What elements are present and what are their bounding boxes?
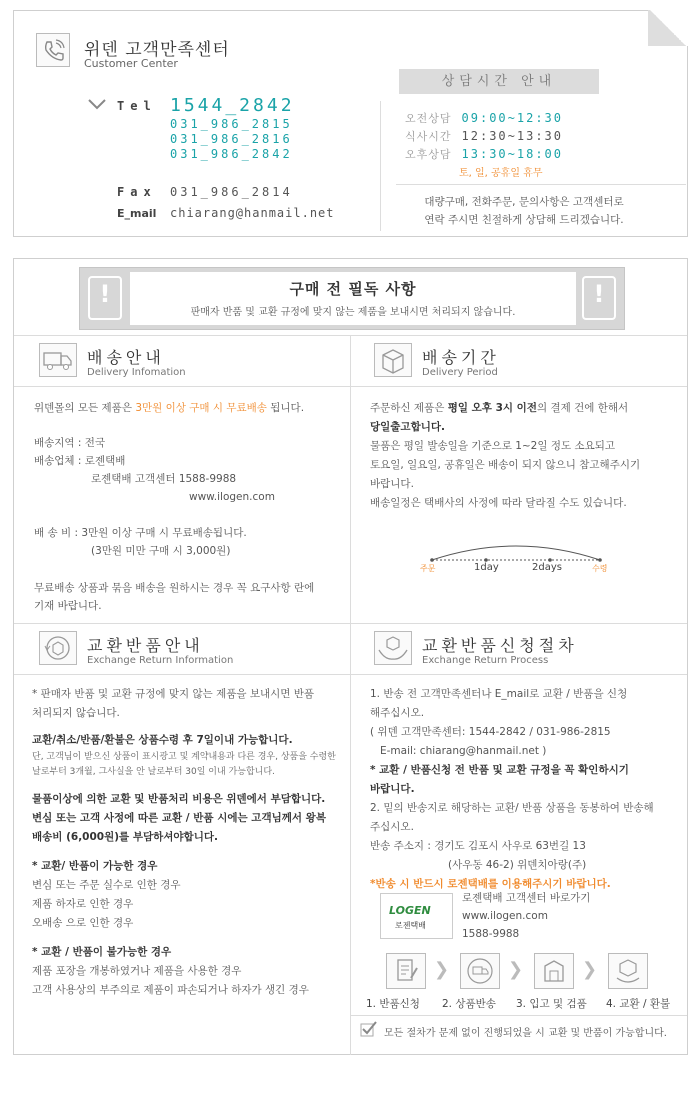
document-icon (386, 953, 426, 989)
tel-sub-number[interactable]: 031_986_2815 (170, 117, 293, 131)
divider (396, 184, 686, 185)
timeline-order: 주문 (420, 564, 436, 573)
tel-main-number[interactable]: 1544_2842 (170, 95, 295, 116)
process-text: 1. 반송 전 고객만족센터나 E_mail로 교환 / 반품을 신청 해주십시오. ( 위덴 고객만족센터: 1544-2842 / 031-986-2815 E-mail: chiarang@hanmail.net ) * 교환 / 반품신청 전 반품 및 교환 규정을 꼭 확인하시기 바랍니다. 2. 밑의 반송지로 해당하는 교환/ 반품 상품을 동봉하여 반송해 주십시오. 반송 주소지 : 경기도 김포시 사우로 63번길 13 (사우동 46-2) 위덴치아랑(주) *반송 시 반드시 로젠택배를 이용해주시기 바랍니다. (370, 688, 654, 890)
logen-url[interactable]: www.ilogen.com (462, 910, 548, 922)
return-box-icon (39, 631, 77, 665)
divider (351, 386, 687, 387)
process-title: 교환반품신청절차 (422, 636, 578, 655)
step-label: 4. 교환 / 환불 (606, 998, 671, 1010)
return-truck-icon (460, 953, 500, 989)
phone-icon (36, 33, 70, 67)
hands-box-icon (374, 631, 412, 665)
period-text: 주문하신 제품은 평일 오후 3시 이전의 결제 건에 한해서 당일출고합니다. 물품은 평일 발송일을 기준으로 1~2일 정도 소요되고 토요일, 일요일, 공휴일은 배송이 되지 않으니 참고해주시기 바랍니다. 배송일정은 택배사의 사정에 따라 달라질 수도 있습니다. (370, 402, 641, 509)
divider (14, 623, 687, 624)
delivery-title: 배송안내 (87, 348, 165, 367)
chevron-down-icon (88, 99, 106, 111)
bundle-note: 기재 바랍니다. (34, 600, 102, 612)
notice-title: 구매 전 필독 사항 (289, 280, 417, 298)
hours-title: 상담시간 안내 (399, 69, 599, 94)
divider (14, 674, 350, 675)
refund-box-icon (608, 953, 648, 989)
delivery-timeline (426, 542, 606, 562)
warehouse-icon (534, 953, 574, 989)
exclamation-icon: ! (88, 276, 122, 320)
center-subtitle: Customer Center (84, 57, 178, 70)
hours-row: 오전상담 09:00~12:30 (405, 111, 563, 125)
purchase-notice-box (13, 258, 688, 1055)
period-title: 배송기간 (422, 348, 500, 367)
logen-tel: 1588-9988 (462, 928, 520, 940)
fax-label: Fax (117, 185, 157, 199)
customer-center-card (13, 10, 688, 237)
divider (351, 1015, 687, 1016)
exchange-text: * 판매자 반품 및 교환 규정에 맞지 않는 제품을 보내시면 반품 처리되지 않습니다. 교환/취소/반품/환불은 상품수령 후 7일이내 가능합니다. 단, 고객님이 받으신 상품이 표시광고 및 계약내용과 다른 경우, 상품을 수령한 날로부터 3개월, 그사실을 안 날로부터 30일 이내 가능합니다. 물품이상에 의한 교환 및 반품처리 비용은 위덴에서 부담합니다. 변심 또는 고객 사정에 따른 교환 / 반품 시에는 고객님께서 왕복 배송비 (6,000원)를 부담하셔야합니다. * 교환/ 반품이 가능한 경우 변심 또는 주문 실수로 인한 경우 제품 하자로 인한 경우 오배송 으로 인한 경우 * 교환 / 반품이 불가능한 경우 제품 포장을 개봉하였거나 제품을 사용한 경우 고객 사용상의 부주의로 제품이 파손되거나 하자가 생긴 경우 (32, 688, 336, 996)
fax-number: 031_986_2814 (170, 185, 293, 199)
timeline-1day: 1day (474, 562, 499, 573)
chevron-right-icon: ❯ (582, 959, 598, 980)
delivery-courier: 배송업체 : 로젠택배 (34, 455, 126, 467)
timeline-receive: 수령 (592, 564, 608, 573)
center-title: 위덴 고객만족센터 (84, 40, 230, 60)
process-footer: 모든 절차가 문제 없이 진행되었을 시 교환 및 반품이 가능합니다. (384, 1028, 667, 1039)
truck-icon (39, 343, 77, 377)
checkbox-icon (360, 1021, 378, 1037)
timeline-2days: 2days (532, 562, 562, 573)
hours-row: 식사시간 12:30~13:30 (405, 129, 563, 143)
exclamation-icon: ! (582, 276, 616, 320)
notice-banner (79, 267, 625, 330)
exchange-title: 교환반품안내 (87, 636, 204, 655)
box-icon (374, 343, 412, 377)
divider (14, 386, 350, 387)
tel-sub-number[interactable]: 031_986_2816 (170, 132, 293, 146)
delivery-intro: 위덴몰의 모든 제품은 3만원 이상 구매 시 무료배송 됩니다. (34, 402, 305, 414)
process-subtitle: Exchange Return Process (422, 655, 549, 666)
column-divider (350, 335, 351, 1055)
step-label: 3. 입고 및 검품 (516, 998, 587, 1010)
divider (380, 101, 381, 231)
logen-link[interactable]: 로젠택배 고객센터 바로가기 (462, 892, 591, 904)
delivery-subtitle: Delivery Infomation (87, 367, 186, 378)
delivery-region: 배송지역 : 전국 (34, 437, 106, 449)
email-label: E_mail (117, 207, 157, 220)
delivery-fee: 배 송 비 : 3만원 이상 구매 시 무료배송됩니다. (34, 527, 247, 539)
bundle-note: 무료배송 상품과 묶음 배송을 원하시는 경우 꼭 요구사항 란에 (34, 582, 315, 594)
tel-sub-number[interactable]: 031_986_2842 (170, 147, 293, 161)
divider (351, 674, 687, 675)
courier-center: 로젠택배 고객센터 1588-9988 (91, 473, 237, 485)
hours-row: 오후상담 13:30~18:00 (405, 147, 563, 161)
logen-logo[interactable]: LOGEN 로젠택배 (380, 893, 453, 939)
holiday-notice: 토, 일, 공휴일 휴무 (459, 168, 543, 179)
exchange-subtitle: Exchange Return Information (87, 655, 234, 666)
contact-note: 대량구매, 전화주문, 문의사항은 고객센터로 연락 주시면 친절하게 상담해 드리겠습니다. (424, 196, 624, 226)
page-fold-corner (648, 10, 688, 46)
chevron-right-icon: ❯ (508, 959, 524, 980)
tel-label: Tel (117, 99, 157, 113)
courier-url[interactable]: www.ilogen.com (189, 491, 275, 503)
email-address[interactable]: chiarang@hanmail.net (170, 206, 335, 220)
notice-subtitle: 판매자 반품 및 교환 규정에 맞지 않는 제품을 보내시면 처리되지 않습니다. (190, 307, 516, 318)
period-subtitle: Delivery Period (422, 367, 498, 378)
delivery-fee-note: (3만원 미만 구매 시 3,000원) (91, 545, 231, 557)
step-label: 1. 반품신청 (366, 998, 420, 1010)
step-label: 2. 상품반송 (442, 998, 496, 1010)
chevron-right-icon: ❯ (434, 959, 450, 980)
